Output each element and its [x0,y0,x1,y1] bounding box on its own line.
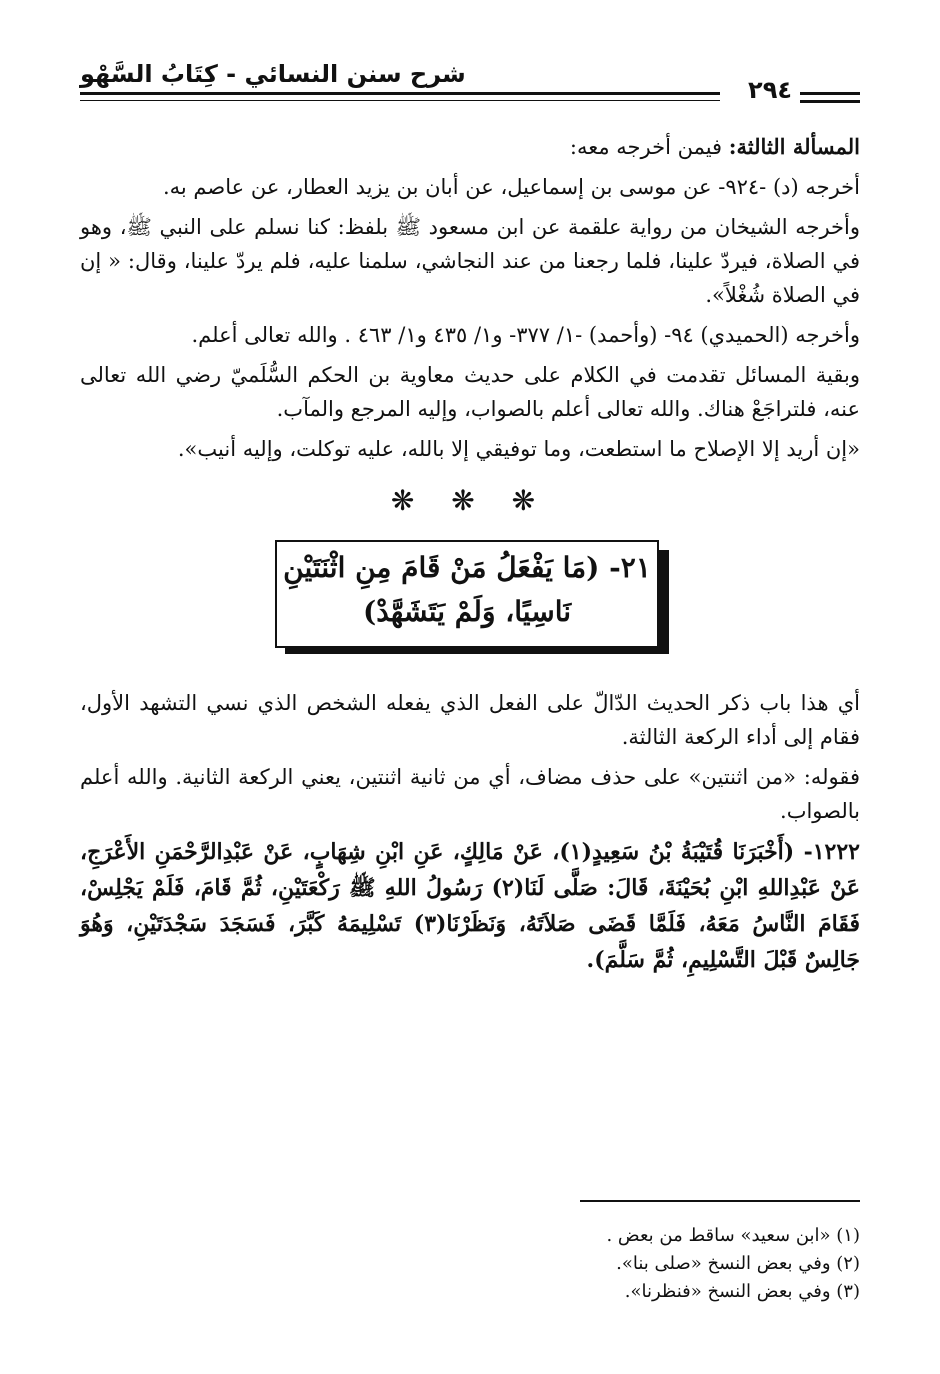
issue-paragraph [80,130,860,164]
hadith-text: ١٢٢٢- (أَخْبَرَنَا قُتَيْبَةُ بْنُ سَعِيدٍ(١)، عَنْ مَالِكٍ، عَنِ ابْنِ شِهَابٍ، عَنْ عَبْدِالرَّحْمَنِ الأَعْرَجِ، عَنْ عَبْدِاللهِ ابْنِ بُحَيْنَةَ، قَالَ: صَلَّى لَنَا(٢) رَسُولُ اللهِ ﷺ رَكْعَتَيْنِ، ثُمَّ قَامَ، فَلَمْ يَجْلِسْ، فَقَامَ النَّاسُ مَعَهُ، فَلَمَّا قَضَى صَلاَتَهُ، وَنَظَرْنَا(٣) تَسْلِيمَهُ كَبَّرَ، فَسَجَدَ سَجْدَتَيْنِ، وَهُوَ جَالِسٌ قَبْلَ التَّسْلِيمِ، ثُمَّ سَلَّمَ). [80,839,860,973]
footnotes [80,1222,860,1306]
issue-text: فيمن أخرجه معه: [569,135,723,159]
issue-label: المسألة الثالثة: [728,134,860,159]
chapter-heading [275,540,665,652]
chapter-box [275,540,659,648]
chapter-title-line-1: ٢١- (مَا يَفْعَلُ مَنْ قَامَ مِنِ اثْنَتَيْنِ [283,551,651,584]
paragraph-2: وأخرجه الشيخان من رواية علقمة عن ابن مسعود ﷺ بلفظ: كنا نسلم على النبي ﷺ، وهو في الصلاة، فيردّ علينا، فلما رجعنا من عند النجاشي، سلمنا عليه، فلم يردّ علينا، وقال: « إن في الصلاة شُغْلاً». [80,215,860,307]
page-header [80,60,860,110]
paragraph-5: «إن أريد إلا الإصلاح ما استطعت، وما توفيقي إلا بالله، عليه توكلت، وإليه أنيب». [177,437,860,461]
paragraph-4: وبقية المسائل تقدمت في الكلام على حديث معاوية بن الحكم السُّلَميّ رضي الله تعالى عنه، فلتراجَعْ هناك. والله تعالى أعلم بالصواب، وإليه المرجع والمآب. [80,363,860,421]
paragraph-6: أي هذا باب ذكر الحديث الدّالّ على الفعل الذي يفعله الشخص الذي نسي التشهد الأول، فقام إلى أداء الركعة الثالثة. [80,691,860,749]
paragraph-7: فقوله: «من اثنتين» على حذف مضاف، أي من ثانية اثنتين، يعني الركعة الثانية. والله أعلم بالصواب. [80,765,860,823]
section-separator: ❋ ❋ ❋ [390,484,550,517]
footnote-divider [580,1200,860,1202]
footnote-1: (١) «ابن سعيد» ساقط من بعض . [606,1225,860,1246]
main-text [80,130,860,984]
footnote-2: (٢) وفي بعض النسخ «صلى بنا». [616,1253,860,1274]
header-rule-right [800,92,860,95]
header-rule-thin [80,100,720,101]
header-rule-right-lower [800,100,860,103]
page-number: ٢٩٤ [748,76,792,104]
running-title: شرح سنن النسائي - كِتَابُ السَّهْو [80,60,466,88]
paragraph-1: أخرجه (د) -٩٢٤- عن موسى بن إسماعيل، عن أبان بن يزيد العطار، عن عاصم به. [162,175,860,199]
paragraph-3: وأخرجه (الحميدي) ٩٤- (وأحمد) -١/ ٣٧٧- و١/ ٤٣٥ و١/ ٤٦٣ . والله تعالى أعلم. [191,323,860,347]
header-rule [80,92,720,95]
chapter-title-line-2: نَاسِيًا، وَلَمْ يَتَشَهَّدْ) [362,595,572,628]
footnote-3: (٣) وفي بعض النسخ «فنظرنا». [624,1281,860,1302]
